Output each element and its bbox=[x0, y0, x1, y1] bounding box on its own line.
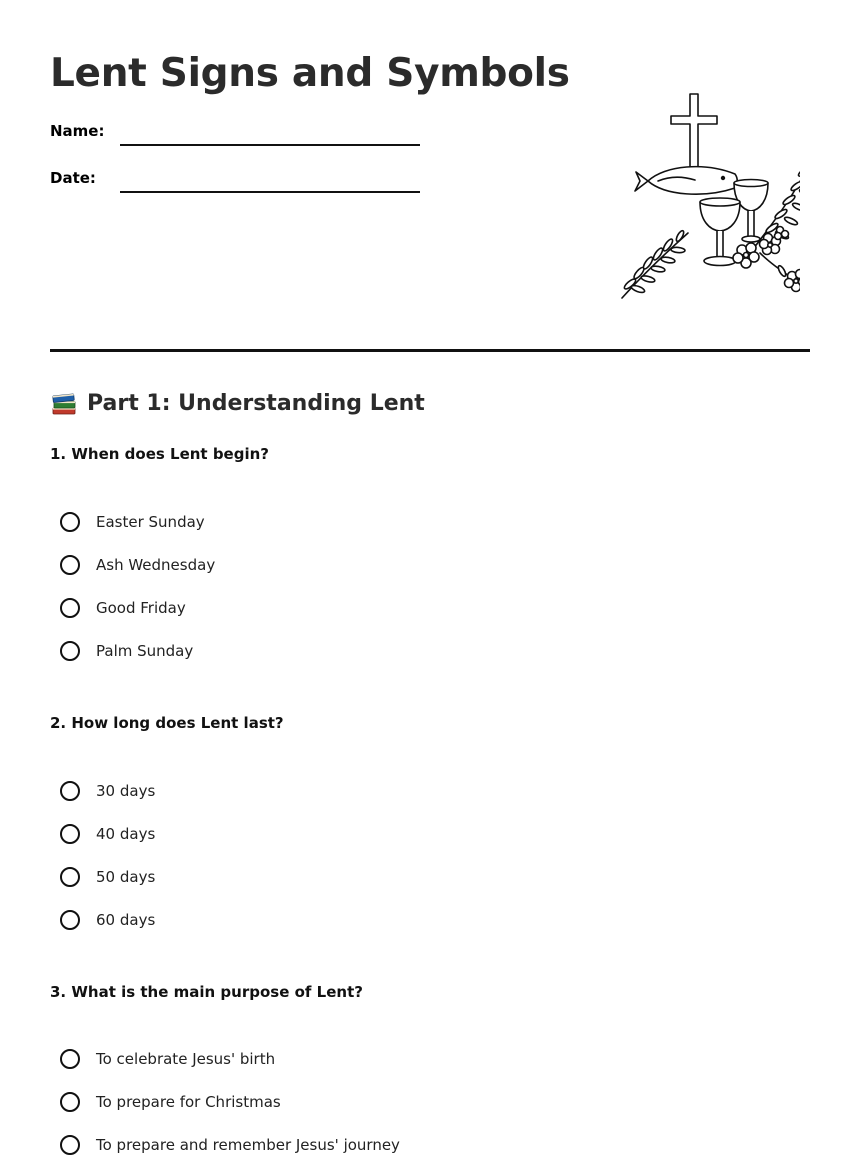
question-text: 3. What is the main purpose of Lent? bbox=[50, 983, 363, 1001]
radio-button[interactable] bbox=[60, 1092, 80, 1112]
option-label: 50 days bbox=[96, 868, 156, 886]
name-field[interactable] bbox=[50, 116, 430, 146]
lent-symbols-illustration-icon bbox=[570, 88, 800, 313]
radio-button[interactable] bbox=[60, 512, 80, 532]
option-prepare-remember-journey[interactable] bbox=[60, 1130, 400, 1160]
radio-button[interactable] bbox=[60, 641, 80, 661]
question-1 bbox=[50, 444, 810, 660]
radio-button[interactable] bbox=[60, 824, 80, 844]
name-label: Name: bbox=[50, 122, 105, 140]
option-label: To prepare for Christmas bbox=[96, 1093, 281, 1111]
radio-button[interactable] bbox=[60, 1135, 80, 1155]
question-text: 1. When does Lent begin? bbox=[50, 445, 269, 463]
date-line[interactable] bbox=[120, 191, 420, 193]
option-label: 30 days bbox=[96, 782, 156, 800]
part1-title: Part 1: Understanding Lent bbox=[87, 391, 425, 416]
radio-button[interactable] bbox=[60, 598, 80, 618]
option-label: Palm Sunday bbox=[96, 642, 194, 660]
name-line[interactable] bbox=[120, 144, 420, 146]
option-prepare-christmas[interactable] bbox=[60, 1087, 281, 1117]
books-icon bbox=[50, 390, 78, 418]
worksheet-page bbox=[50, 0, 810, 1161]
option-label: To prepare and remember Jesus' journey bbox=[96, 1136, 400, 1154]
option-60-days[interactable] bbox=[60, 905, 155, 935]
section-divider bbox=[50, 349, 810, 352]
date-field[interactable] bbox=[50, 163, 430, 193]
question-text: 2. How long does Lent last? bbox=[50, 714, 284, 732]
option-label: Easter Sunday bbox=[96, 513, 205, 531]
radio-button[interactable] bbox=[60, 1049, 80, 1069]
question-2 bbox=[50, 713, 810, 929]
option-ash-wednesday[interactable] bbox=[60, 550, 215, 580]
worksheet-header bbox=[50, 0, 810, 416]
option-celebrate-birth[interactable] bbox=[60, 1044, 275, 1074]
option-label: To celebrate Jesus' birth bbox=[96, 1050, 276, 1068]
option-label: Ash Wednesday bbox=[96, 556, 216, 574]
option-40-days[interactable] bbox=[60, 819, 155, 849]
page-title: Lent Signs and Symbols bbox=[50, 51, 570, 96]
option-label: 60 days bbox=[96, 911, 156, 929]
option-good-friday[interactable] bbox=[60, 593, 186, 623]
part1-heading bbox=[50, 388, 425, 420]
option-50-days[interactable] bbox=[60, 862, 155, 892]
option-palm-sunday[interactable] bbox=[60, 636, 193, 666]
question-3 bbox=[50, 982, 810, 1154]
option-label: 40 days bbox=[96, 825, 156, 843]
radio-button[interactable] bbox=[60, 555, 80, 575]
option-label: Good Friday bbox=[96, 599, 186, 617]
option-30-days[interactable] bbox=[60, 776, 155, 806]
radio-button[interactable] bbox=[60, 867, 80, 887]
radio-button[interactable] bbox=[60, 781, 80, 801]
radio-button[interactable] bbox=[60, 910, 80, 930]
option-easter-sunday[interactable] bbox=[60, 507, 205, 537]
date-label: Date: bbox=[50, 169, 96, 187]
